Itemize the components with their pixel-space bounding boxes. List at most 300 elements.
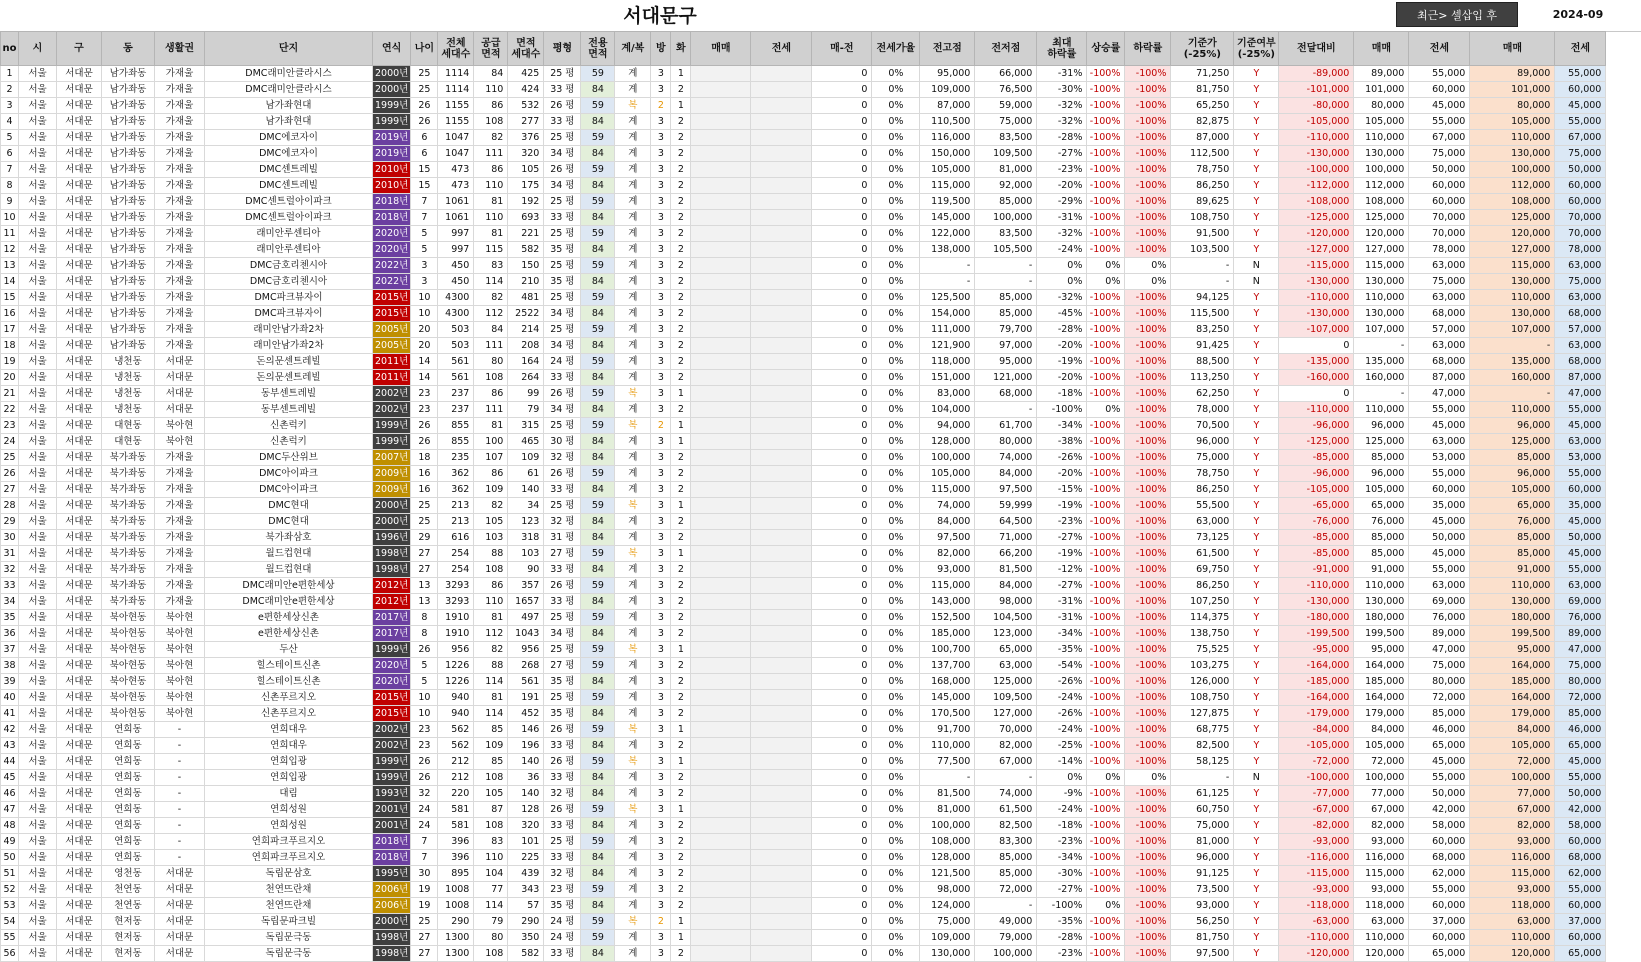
table-cell[interactable]: 서대문	[57, 322, 102, 338]
table-cell[interactable]: 0%	[872, 258, 920, 274]
table-cell[interactable]: 68,000	[1555, 850, 1606, 866]
table-cell[interactable]: 191	[508, 690, 544, 706]
table-cell[interactable]: 0%	[872, 722, 920, 738]
table-cell[interactable]	[691, 818, 751, 834]
table-cell[interactable]: 3	[651, 242, 671, 258]
table-row[interactable]	[1, 722, 1606, 738]
column-header[interactable]: no	[1, 32, 19, 66]
table-cell[interactable]: 25 평	[544, 258, 581, 274]
table-cell[interactable]: 서울	[19, 658, 57, 674]
table-cell[interactable]: -112,000	[1279, 178, 1354, 194]
table-cell[interactable]	[691, 722, 751, 738]
table-cell[interactable]: 0	[1279, 386, 1354, 402]
table-cell[interactable]: 서울	[19, 402, 57, 418]
table-cell[interactable]: 2015년	[373, 690, 411, 706]
table-cell[interactable]: 108	[474, 370, 508, 386]
table-cell[interactable]: 서울	[19, 434, 57, 450]
table-cell[interactable]: -35%	[1037, 642, 1087, 658]
table-cell[interactable]: 105,000	[1470, 738, 1555, 754]
table-cell[interactable]: 서울	[19, 370, 57, 386]
table-cell[interactable]	[691, 850, 751, 866]
table-cell[interactable]: 57	[508, 898, 544, 914]
table-cell[interactable]: 3	[651, 370, 671, 386]
table-cell[interactable]: -18%	[1037, 386, 1087, 402]
table-cell[interactable]: 0%	[872, 82, 920, 98]
table-cell[interactable]: 0	[812, 210, 872, 226]
table-cell[interactable]: 19	[411, 898, 438, 914]
table-cell[interactable]: 93,000	[1171, 898, 1234, 914]
table-cell[interactable]: 남가좌동	[102, 338, 155, 354]
table-cell[interactable]: 59	[581, 258, 615, 274]
table-cell[interactable]: -100%	[1087, 82, 1125, 98]
table-cell[interactable]: 가재울	[155, 530, 205, 546]
table-cell[interactable]: 237	[438, 386, 474, 402]
table-cell[interactable]	[751, 818, 812, 834]
table-cell[interactable]: 25 평	[544, 610, 581, 626]
table-row[interactable]	[1, 770, 1606, 786]
table-cell[interactable]: -20%	[1037, 370, 1087, 386]
table-cell[interactable]: 3	[651, 498, 671, 514]
table-cell[interactable]: 93,000	[1354, 882, 1409, 898]
table-cell[interactable]: DMC센트레빌	[205, 178, 373, 194]
table-cell[interactable]: 계	[615, 530, 651, 546]
table-cell[interactable]: -100%	[1125, 786, 1171, 802]
table-cell[interactable]: 3	[651, 866, 671, 882]
table-cell[interactable]: 계	[615, 290, 651, 306]
table-cell[interactable]: 계	[615, 786, 651, 802]
table-cell[interactable]: 25 평	[544, 226, 581, 242]
table-cell[interactable]: -20%	[1037, 178, 1087, 194]
table-cell[interactable]: -96,000	[1279, 418, 1354, 434]
table-cell[interactable]: 74,000	[975, 786, 1037, 802]
table-cell[interactable]: -77,000	[1279, 786, 1354, 802]
table-cell[interactable]: -100%	[1125, 882, 1171, 898]
table-cell[interactable]: DMC파크뷰자이	[205, 306, 373, 322]
table-cell[interactable]: 86	[474, 386, 508, 402]
table-cell[interactable]: 가재울	[155, 98, 205, 114]
table-cell[interactable]: 561	[438, 370, 474, 386]
table-cell[interactable]: 서대문	[57, 818, 102, 834]
table-cell[interactable]: 115,000	[920, 482, 975, 498]
table-cell[interactable]	[751, 674, 812, 690]
table-cell[interactable]: 80,000	[1409, 674, 1470, 690]
table-cell[interactable]: 63,000	[975, 658, 1037, 674]
table-cell[interactable]: 135,000	[1354, 354, 1409, 370]
table-cell[interactable]: 114	[474, 674, 508, 690]
table-cell[interactable]	[691, 194, 751, 210]
table-cell[interactable]: 57,000	[1409, 322, 1470, 338]
table-cell[interactable]: -100%	[1087, 754, 1125, 770]
table-cell[interactable]: 212	[438, 754, 474, 770]
table-cell[interactable]: 84	[581, 306, 615, 322]
table-cell[interactable]: 151,000	[920, 370, 975, 386]
table-cell[interactable]: -100%	[1087, 930, 1125, 946]
table-cell[interactable]: 0	[812, 626, 872, 642]
table-cell[interactable]: 60,000	[1555, 82, 1606, 98]
table-cell[interactable]: 213	[438, 498, 474, 514]
table-cell[interactable]: 10	[411, 690, 438, 706]
table-cell[interactable]: 79	[474, 914, 508, 930]
table-cell[interactable]: 서대문	[57, 562, 102, 578]
table-cell[interactable]: 83,300	[975, 834, 1037, 850]
table-cell[interactable]: 95,000	[920, 66, 975, 82]
table-cell[interactable]: 3	[651, 946, 671, 962]
table-cell[interactable]: 1	[671, 754, 691, 770]
table-cell[interactable]: 2	[671, 322, 691, 338]
table-cell[interactable]: 3	[651, 146, 671, 162]
table-cell[interactable]: 39	[1, 674, 19, 690]
table-cell[interactable]: 23	[1, 418, 19, 434]
table-cell[interactable]: 50	[1, 850, 19, 866]
table-cell[interactable]: 78,000	[1171, 402, 1234, 418]
table-cell[interactable]: -100%	[1087, 658, 1125, 674]
table-cell[interactable]: 1999년	[373, 114, 411, 130]
table-cell[interactable]: 75,000	[1409, 274, 1470, 290]
table-cell[interactable]: 84	[581, 370, 615, 386]
table-cell[interactable]	[751, 530, 812, 546]
table-cell[interactable]: 59	[581, 610, 615, 626]
table-cell[interactable]: 34 평	[544, 178, 581, 194]
table-cell[interactable]: -27%	[1037, 530, 1087, 546]
table-cell[interactable]: 179,000	[1354, 706, 1409, 722]
table-cell[interactable]: -27%	[1037, 146, 1087, 162]
table-cell[interactable]: 2	[671, 658, 691, 674]
table-cell[interactable]: 956	[508, 642, 544, 658]
table-cell[interactable]: 서울	[19, 674, 57, 690]
table-cell[interactable]: Y	[1234, 306, 1279, 322]
table-row[interactable]	[1, 898, 1606, 914]
table-cell[interactable]: 1061	[438, 194, 474, 210]
table-cell[interactable]: 2005년	[373, 322, 411, 338]
table-cell[interactable]: 1999년	[373, 434, 411, 450]
table-cell[interactable]: 0%	[1037, 258, 1087, 274]
table-cell[interactable]: 복	[615, 914, 651, 930]
table-cell[interactable]: 115	[474, 242, 508, 258]
table-cell[interactable]: 서대문	[57, 546, 102, 562]
table-cell[interactable]: 연희동	[102, 818, 155, 834]
table-cell[interactable]: 1	[671, 546, 691, 562]
table-cell[interactable]: 0	[812, 914, 872, 930]
table-cell[interactable]: 0	[812, 194, 872, 210]
table-cell[interactable]: 33 평	[544, 738, 581, 754]
table-cell[interactable]	[751, 594, 812, 610]
table-row[interactable]	[1, 946, 1606, 962]
table-cell[interactable]: 0	[812, 402, 872, 418]
table-cell[interactable]: 109,500	[975, 690, 1037, 706]
table-cell[interactable]: 0%	[872, 242, 920, 258]
table-cell[interactable]: -29%	[1037, 194, 1087, 210]
table-cell[interactable]: 계	[615, 466, 651, 482]
table-cell[interactable]: 110,500	[920, 114, 975, 130]
table-cell[interactable]: 서울	[19, 242, 57, 258]
table-cell[interactable]: -	[1171, 770, 1234, 786]
table-cell[interactable]: 서울	[19, 194, 57, 210]
table-cell[interactable]: 25 평	[544, 66, 581, 82]
table-cell[interactable]: 49,000	[975, 914, 1037, 930]
table-cell[interactable]: -100%	[1087, 210, 1125, 226]
table-cell[interactable]: 서대문	[57, 194, 102, 210]
table-cell[interactable]: 0	[812, 114, 872, 130]
table-cell[interactable]: DMC현대	[205, 498, 373, 514]
table-cell[interactable]: 동부센트레빌	[205, 402, 373, 418]
table-cell[interactable]: 3293	[438, 578, 474, 594]
table-cell[interactable]: 110	[474, 82, 508, 98]
table-cell[interactable]: -	[155, 786, 205, 802]
table-cell[interactable]: 북아현	[155, 434, 205, 450]
table-cell[interactable]: -100%	[1087, 786, 1125, 802]
table-cell[interactable]: 105	[474, 786, 508, 802]
table-cell[interactable]: DMC에코자이	[205, 130, 373, 146]
table-cell[interactable]: 14	[1, 274, 19, 290]
table-cell[interactable]: 서울	[19, 482, 57, 498]
table-cell[interactable]: 83,500	[975, 226, 1037, 242]
table-cell[interactable]: -100%	[1087, 818, 1125, 834]
table-cell[interactable]: 가재울	[155, 562, 205, 578]
column-header[interactable]: 나이	[411, 32, 438, 66]
table-cell[interactable]: 146	[508, 722, 544, 738]
table-cell[interactable]: 서대문	[155, 930, 205, 946]
table-cell[interactable]: 127,000	[1470, 242, 1555, 258]
table-cell[interactable]: 47,000	[1409, 642, 1470, 658]
table-cell[interactable]: Y	[1234, 162, 1279, 178]
table-cell[interactable]: -130,000	[1279, 146, 1354, 162]
table-cell[interactable]: Y	[1234, 914, 1279, 930]
table-cell[interactable]: 108	[474, 114, 508, 130]
table-cell[interactable]: 현저동	[102, 946, 155, 962]
table-row[interactable]	[1, 754, 1606, 770]
table-cell[interactable]: 10	[411, 306, 438, 322]
table-cell[interactable]: 59	[581, 802, 615, 818]
table-cell[interactable]	[691, 226, 751, 242]
table-cell[interactable]: -100%	[1125, 802, 1171, 818]
table-cell[interactable]: 서대문	[57, 338, 102, 354]
table-cell[interactable]: 84	[581, 530, 615, 546]
table-cell[interactable]: DMC센트럴아이파크	[205, 194, 373, 210]
table-cell[interactable]: 164	[508, 354, 544, 370]
table-cell[interactable]: 89,000	[1555, 626, 1606, 642]
table-row[interactable]	[1, 114, 1606, 130]
table-cell[interactable]: 계	[615, 594, 651, 610]
table-cell[interactable]: 424	[508, 82, 544, 98]
table-cell[interactable]: 3	[651, 466, 671, 482]
table-cell[interactable]: 76,000	[1409, 610, 1470, 626]
table-cell[interactable]: 3	[651, 354, 671, 370]
table-cell[interactable]: 서대문	[57, 514, 102, 530]
table-cell[interactable]: Y	[1234, 354, 1279, 370]
table-cell[interactable]: 0%	[1087, 402, 1125, 418]
table-cell[interactable]: 58,000	[1555, 818, 1606, 834]
table-cell[interactable]: 서대문	[57, 642, 102, 658]
table-cell[interactable]: 55,000	[1555, 882, 1606, 898]
table-cell[interactable]: 52	[1, 882, 19, 898]
table-cell[interactable]: 3	[651, 274, 671, 290]
table-cell[interactable]: -100%	[1125, 930, 1171, 946]
table-cell[interactable]: 12	[1, 242, 19, 258]
table-cell[interactable]: 109,500	[975, 146, 1037, 162]
table-cell[interactable]: -120,000	[1279, 226, 1354, 242]
table-cell[interactable]: 128	[508, 802, 544, 818]
table-cell[interactable]: 68,000	[1409, 306, 1470, 322]
table-cell[interactable]: -100%	[1087, 162, 1125, 178]
table-cell[interactable]: 서대문	[57, 370, 102, 386]
table-cell[interactable]: 561	[508, 674, 544, 690]
table-row[interactable]	[1, 626, 1606, 642]
table-cell[interactable]: DMC두산위브	[205, 450, 373, 466]
table-cell[interactable]: 서대문	[57, 530, 102, 546]
table-row[interactable]	[1, 402, 1606, 418]
table-cell[interactable]: 서울	[19, 226, 57, 242]
table-cell[interactable]	[751, 946, 812, 962]
table-cell[interactable]: 72,000	[1555, 690, 1606, 706]
table-cell[interactable]: 110,000	[1354, 402, 1409, 418]
table-cell[interactable]: -72,000	[1279, 754, 1354, 770]
table-cell[interactable]: 127,000	[1354, 242, 1409, 258]
table-cell[interactable]: -100%	[1125, 370, 1171, 386]
table-cell[interactable]: -	[975, 258, 1037, 274]
table-cell[interactable]: -31%	[1037, 610, 1087, 626]
table-row[interactable]	[1, 690, 1606, 706]
table-cell[interactable]: -100%	[1125, 850, 1171, 866]
table-cell[interactable]: DMC아이파크	[205, 482, 373, 498]
table-cell[interactable]: 1114	[438, 66, 474, 82]
table-cell[interactable]: 115,500	[1171, 306, 1234, 322]
table-cell[interactable]	[691, 98, 751, 114]
table-cell[interactable]: 105,000	[1470, 482, 1555, 498]
table-cell[interactable]: 가재울	[155, 162, 205, 178]
table-cell[interactable]: 서울	[19, 642, 57, 658]
table-cell[interactable]	[691, 482, 751, 498]
table-cell[interactable]: DMC파크뷰자이	[205, 290, 373, 306]
table-cell[interactable]: 55,000	[1409, 66, 1470, 82]
table-cell[interactable]: 119,500	[920, 194, 975, 210]
table-cell[interactable]	[751, 562, 812, 578]
table-cell[interactable]: 계	[615, 690, 651, 706]
table-cell[interactable]: 45,000	[1409, 754, 1470, 770]
table-cell[interactable]: 계	[615, 866, 651, 882]
table-cell[interactable]: 가재울	[155, 466, 205, 482]
table-cell[interactable]: 계	[615, 898, 651, 914]
table-cell[interactable]: 160,000	[1354, 370, 1409, 386]
table-cell[interactable]: 3	[1, 98, 19, 114]
table-cell[interactable]: 가재울	[155, 306, 205, 322]
table-cell[interactable]: 76,000	[1354, 514, 1409, 530]
table-cell[interactable]: 영천동	[102, 866, 155, 882]
table-cell[interactable]: 계	[615, 850, 651, 866]
table-cell[interactable]: 서대문	[57, 274, 102, 290]
table-cell[interactable]: 3	[651, 578, 671, 594]
table-cell[interactable]: 84	[581, 626, 615, 642]
table-cell[interactable]	[751, 850, 812, 866]
table-cell[interactable]: 199,500	[1354, 626, 1409, 642]
column-header[interactable]: 전체 세대수	[438, 32, 474, 66]
table-cell[interactable]: 돈의문센트레빌	[205, 370, 373, 386]
table-cell[interactable]: 남가좌동	[102, 274, 155, 290]
table-cell[interactable]: -9%	[1037, 786, 1087, 802]
table-cell[interactable]: 0%	[872, 546, 920, 562]
table-cell[interactable]: 0%	[872, 706, 920, 722]
table-cell[interactable]: 105,000	[1354, 738, 1409, 754]
table-cell[interactable]: 2018년	[373, 210, 411, 226]
table-cell[interactable]: -100%	[1125, 466, 1171, 482]
table-cell[interactable]: 82,000	[1354, 818, 1409, 834]
table-cell[interactable]	[691, 338, 751, 354]
table-cell[interactable]: 14	[411, 354, 438, 370]
table-cell[interactable]: 계	[615, 114, 651, 130]
table-cell[interactable]: -100%	[1087, 338, 1125, 354]
table-cell[interactable]: 북가좌동	[102, 498, 155, 514]
table-cell[interactable]: 63,000	[1409, 578, 1470, 594]
table-cell[interactable]: 0%	[872, 674, 920, 690]
table-cell[interactable]: 2005년	[373, 338, 411, 354]
table-cell[interactable]	[751, 82, 812, 98]
table-cell[interactable]: 93,000	[1470, 882, 1555, 898]
table-cell[interactable]: 서울	[19, 386, 57, 402]
table-row[interactable]	[1, 706, 1606, 722]
table-row[interactable]	[1, 162, 1606, 178]
table-cell[interactable]: 85	[474, 722, 508, 738]
table-cell[interactable]: 112,500	[1171, 146, 1234, 162]
table-cell[interactable]: 1	[671, 722, 691, 738]
table-cell[interactable]: -100%	[1125, 210, 1171, 226]
table-cell[interactable]: 83,250	[1171, 322, 1234, 338]
table-cell[interactable]: DMC센트럴아이파크	[205, 210, 373, 226]
table-cell[interactable]: DMC래미안e편한세상	[205, 594, 373, 610]
table-cell[interactable]: 남가좌동	[102, 98, 155, 114]
table-cell[interactable]	[751, 146, 812, 162]
table-cell[interactable]: -100%	[1087, 386, 1125, 402]
table-cell[interactable]: 75,000	[975, 114, 1037, 130]
table-cell[interactable]: 0	[812, 946, 872, 962]
table-cell[interactable]: 2000년	[373, 514, 411, 530]
table-cell[interactable]: -100%	[1087, 322, 1125, 338]
table-cell[interactable]: 북가좌동	[102, 530, 155, 546]
table-cell[interactable]: 2000년	[373, 498, 411, 514]
table-cell[interactable]: 0	[812, 770, 872, 786]
table-cell[interactable]: Y	[1234, 930, 1279, 946]
table-cell[interactable]: 남가좌동	[102, 226, 155, 242]
column-header[interactable]: 단지	[205, 32, 373, 66]
table-cell[interactable]: 북아현	[155, 418, 205, 434]
table-cell[interactable]: -100%	[1087, 610, 1125, 626]
table-cell[interactable]	[691, 146, 751, 162]
table-cell[interactable]: DMC에코자이	[205, 146, 373, 162]
table-cell[interactable]: 계	[615, 306, 651, 322]
table-cell[interactable]: 3	[651, 178, 671, 194]
table-row[interactable]	[1, 562, 1606, 578]
table-cell[interactable]: 25 평	[544, 498, 581, 514]
table-cell[interactable]: 108,750	[1171, 690, 1234, 706]
table-cell[interactable]	[751, 514, 812, 530]
table-cell[interactable]: -100%	[1087, 370, 1125, 386]
table-cell[interactable]: 북아현	[155, 674, 205, 690]
table-cell[interactable]: -100%	[1087, 354, 1125, 370]
table-cell[interactable]: 63,000	[1409, 434, 1470, 450]
table-row[interactable]	[1, 578, 1606, 594]
table-cell[interactable]: 91,000	[1354, 562, 1409, 578]
table-cell[interactable]: -35%	[1037, 914, 1087, 930]
table-cell[interactable]: 121,900	[920, 338, 975, 354]
table-cell[interactable]: -100%	[1087, 834, 1125, 850]
table-cell[interactable]: 7	[411, 194, 438, 210]
table-cell[interactable]: 26	[411, 642, 438, 658]
table-cell[interactable]: -	[975, 898, 1037, 914]
table-cell[interactable]: -100%	[1125, 242, 1171, 258]
table-cell[interactable]	[751, 194, 812, 210]
table-cell[interactable]: 81,000	[1171, 834, 1234, 850]
table-cell[interactable]: 80,000	[1470, 98, 1555, 114]
table-cell[interactable]: 85,000	[975, 290, 1037, 306]
table-row[interactable]	[1, 658, 1606, 674]
